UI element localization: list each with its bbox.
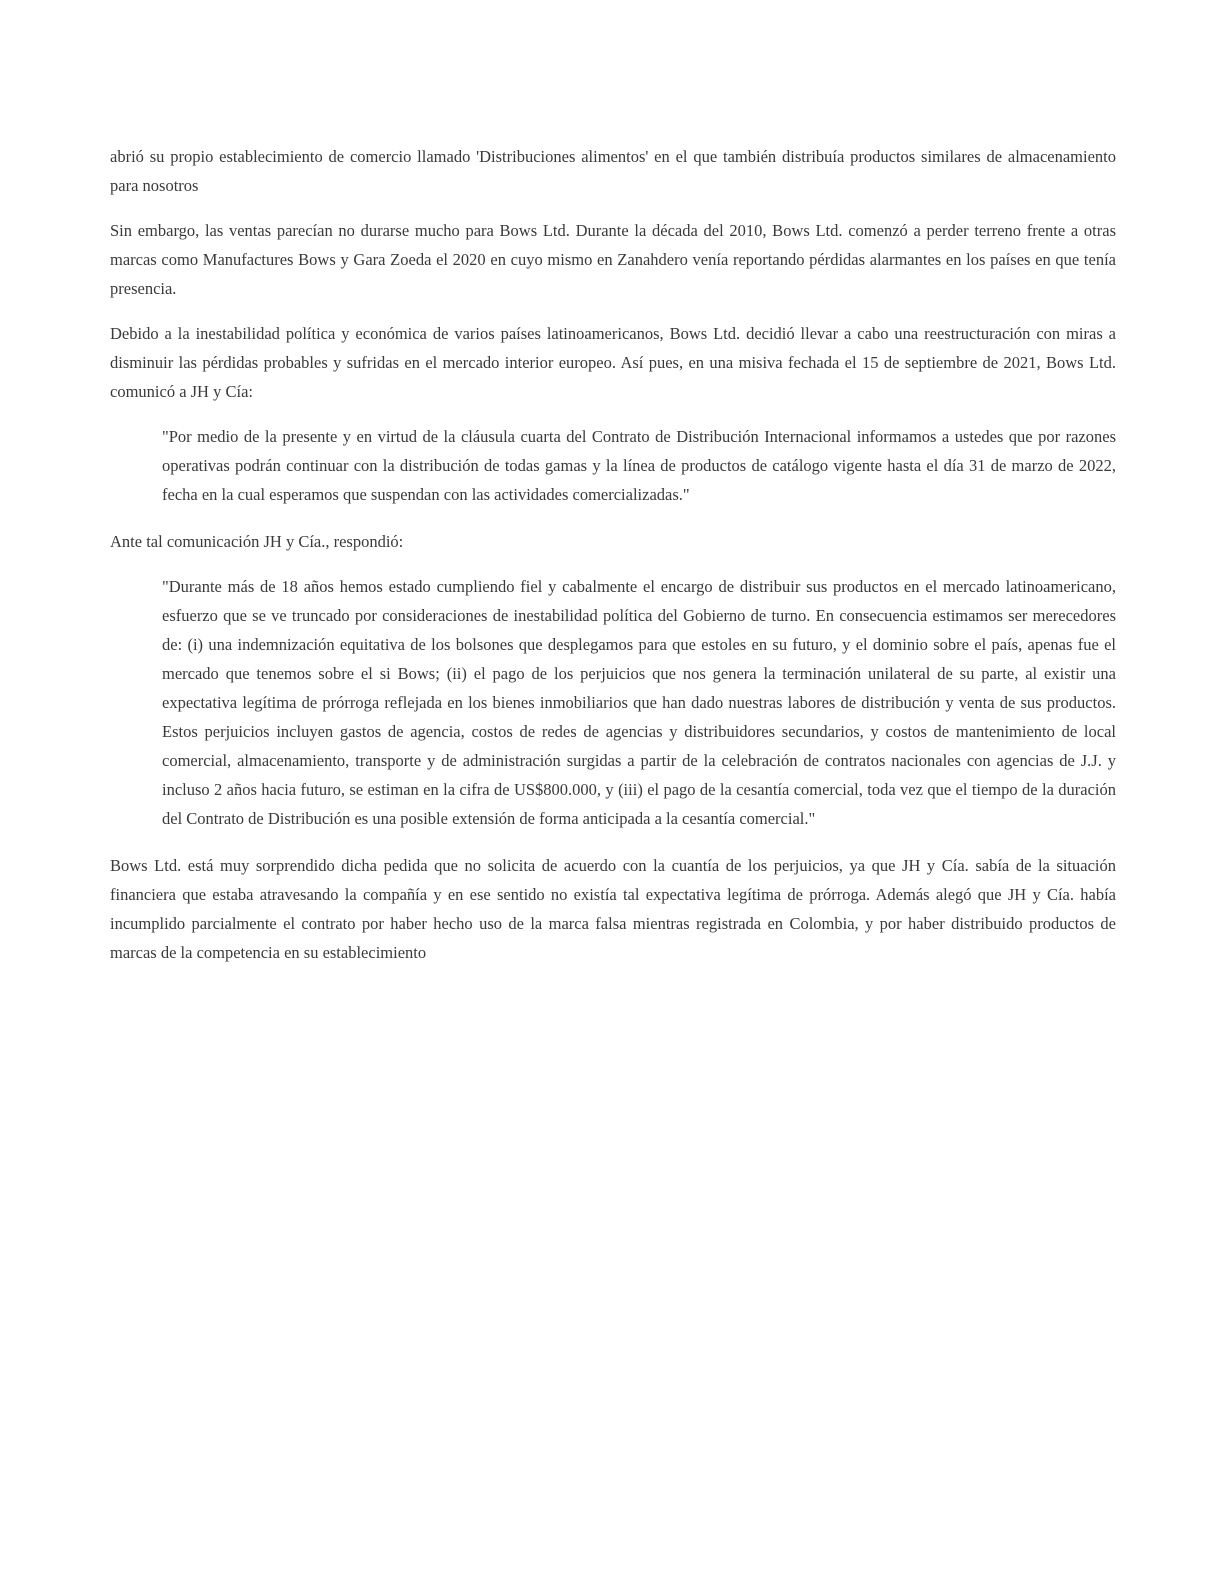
block-quote: "Por medio de la presente y en virtud de la cláusula cuarta del Contrato de Distribución Internacional informamos a ustedes que por razones operativas podrán continuar con la distribución de todas gamas y la línea de productos de catálogo vigente hasta el día 31 de marzo de 2022, fecha en la cual esperamos que suspendan con las actividades comercializadas." [162, 427, 1116, 504]
body-paragraph: Bows Ltd. está muy sorprendido dicha pedida que no solicita de acuerdo con la cuantía de los perjuicios, ya que JH y Cía. sabía de la situación financiera que estaba atravesando la compañía y en ese sentido no existía tal expectativa legítima de prórroga. Además alegó que JH y Cía. había incumplido parcialmente el contrato por haber hecho uso de la marca falsa mientras registrada en Colombia, y por haber distribuido productos de marcas de la competencia en su establecimiento [110, 856, 1116, 962]
body-paragraph: Debido a la inestabilidad política y económica de varios países latinoamericanos, Bows Ltd. decidió llevar a cabo una reestructuración con miras a disminuir las pérdidas probables y sufridas en el mercado interior europeo. Así pues, en una misiva fechada el 15 de septiembre de 2021, Bows Ltd. comunicó a JH y Cía: [110, 324, 1116, 401]
lead-in-line: Ante tal comunicación JH y Cía., respondió: [110, 532, 404, 551]
body-paragraph: Sin embargo, las ventas parecían no durarse mucho para Bows Ltd. Durante la década del 2010, Bows Ltd. comenzó a perder terreno frente a otras marcas como Manufactures Bows y Gara Zoeda el 2020 en cuyo mismo en Zanahdero venía reportando pérdidas alarmantes en los países en que tenía presencia. [110, 221, 1116, 298]
block-quote: "Durante más de 18 años hemos estado cumpliendo fiel y cabalmente el encargo de distribuir sus productos en el mercado latinoamericano, esfuerzo que se ve truncado por consideraciones de inestabilidad política del Gobierno de turno. En consecuencia estimamos ser merecedores de: (i) una indemnización equitativa de los bolsones que desplegamos para que estoles en su futuro, y el dominio sobre el país, apenas fue el mercado que tenemos sobre el si Bows; (ii) el pago de los perjuicios que nos genera la terminación unilateral de su parte, al existir una expectativa legítima de prórroga reflejada en los bienes inmobiliarios que han dado nuestras labores de distribución y venta de sus productos. Estos perjuicios incluyen gastos de agencia, costos de redes de agencias y distribuidores secundarios, y costos de mantenimiento de local comercial, almacenamiento, transporte y de administración surgidas a partir de la celebración de contratos nacionales con agencias de J.J. y incluso 2 años hacia futuro, se estiman en la cifra de US$800.000, y (iii) el pago de la cesantía comercial, toda vez que el tiempo de la duración del Contrato de Distribución es una posible extensión de forma anticipada a la cesantía comercial." [162, 577, 1116, 828]
body-paragraph: abrió su propio establecimiento de comercio llamado 'Distribuciones alimentos' en el que también distribuía productos similares de almacenamiento para nosotros [110, 147, 1116, 195]
